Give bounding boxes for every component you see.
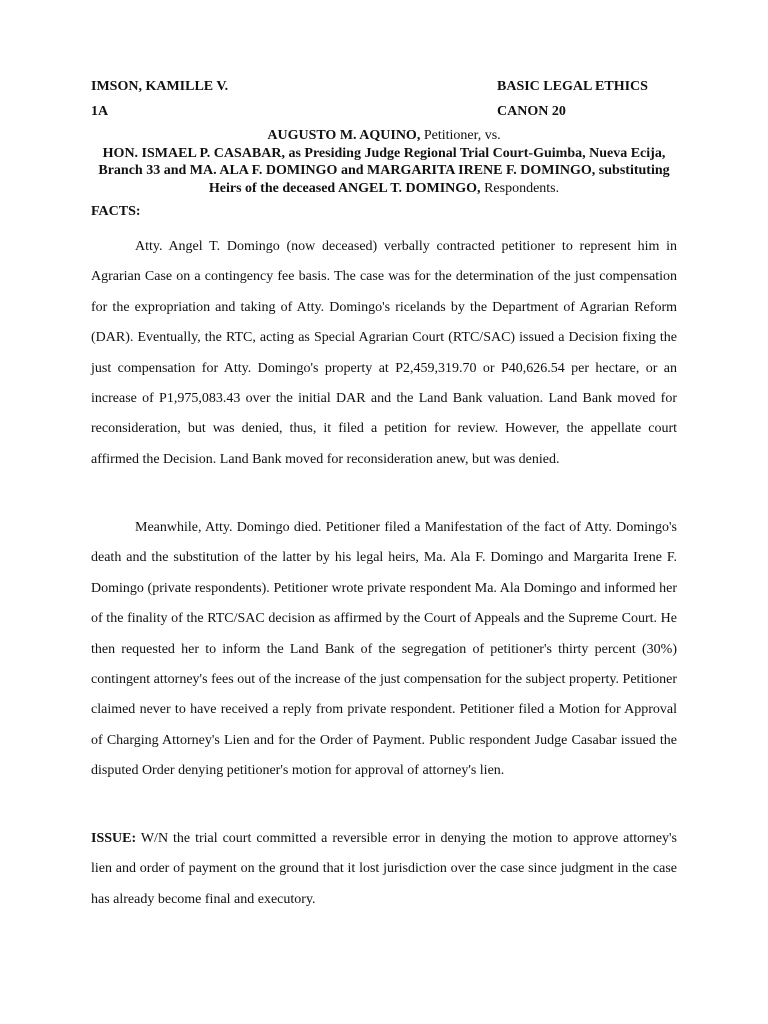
canon-label: CANON 20 bbox=[497, 104, 566, 119]
issue-text: W/N the trial court committed a reversible error in denying the motion to approve attorney's lien and order of payment on the ground that it lost jurisdiction over the case since judgment in the case has already become final and executory. bbox=[91, 831, 677, 907]
facts-heading: FACTS: bbox=[91, 204, 141, 219]
student-name: IMSON, KAMILLE V. bbox=[91, 79, 229, 94]
petitioner-role: Petitioner, vs. bbox=[420, 128, 501, 143]
respondents-role: Respondents. bbox=[480, 180, 560, 196]
issue-label: ISSUE: bbox=[91, 831, 137, 846]
petitioner-name: AUGUSTO M. AQUINO, bbox=[267, 128, 421, 143]
student-section: 1A bbox=[91, 104, 109, 119]
subject-title: BASIC LEGAL ETHICS bbox=[497, 79, 648, 94]
issue-paragraph bbox=[91, 824, 677, 915]
facts-paragraph: Meanwhile, Atty. Domingo died. Petitioner filed a Manifestation of the fact of Atty. Domingo's death and the substitution of the latter by his legal heirs, Ma. Ala F. Domingo and Margarita Irene F. Domingo (private respondents). Petitioner wrote private respondent Ma. Ala Domingo and informed her of the finality of the RTC/SAC decision as affirmed by the Court of Appeals and the Supreme Court. He then requested her to inform the Land Bank of the segregation of petitioner's thirty percent (30%) contingent attorney's fees out of the increase of the just compensation for the subject property. Petitioner claimed never to have received a reply from private respondent. Petitioner filed a Motion for Approval of Charging Attorney's Lien and for the Order of Payment. Public respondent Judge Casabar issued the disputed Order denying petitioner's motion for approval of attorney's lien. bbox=[91, 520, 677, 779]
respondents-names: HON. ISMAEL P. CASABAR, as Presiding Judge Regional Trial Court-Guimba, Nueva Ecija, Branch 33 and MA. ALA F. DOMINGO and MARGARITA IRENE F. DOMINGO, substituting Heirs of the deceased ANGEL T. DOMINGO, bbox=[98, 145, 670, 196]
facts-paragraph: Atty. Angel T. Domingo (now deceased) verbally contracted petitioner to represent him in Agrarian Case on a contingency fee basis. The case was for the determination of the just compensation for the expropriation and taking of Atty. Domingo's ricelands by the Department of Agrarian Reform (DAR). Eventually, the RTC, acting as Special Agrarian Court (RTC/SAC) issued a Decision fixing the just compensation for Atty. Domingo's property at P2,459,319.70 or P40,626.54 per hectare, or an increase of P1,975,083.43 over the initial DAR and the Land Bank valuation. Land Bank moved for reconsideration, but was denied, thus, it filed a petition for review. However, the appellate court affirmed the Decision. Land Bank moved for reconsideration anew, but was denied. bbox=[91, 239, 677, 467]
case-title bbox=[88, 127, 680, 197]
